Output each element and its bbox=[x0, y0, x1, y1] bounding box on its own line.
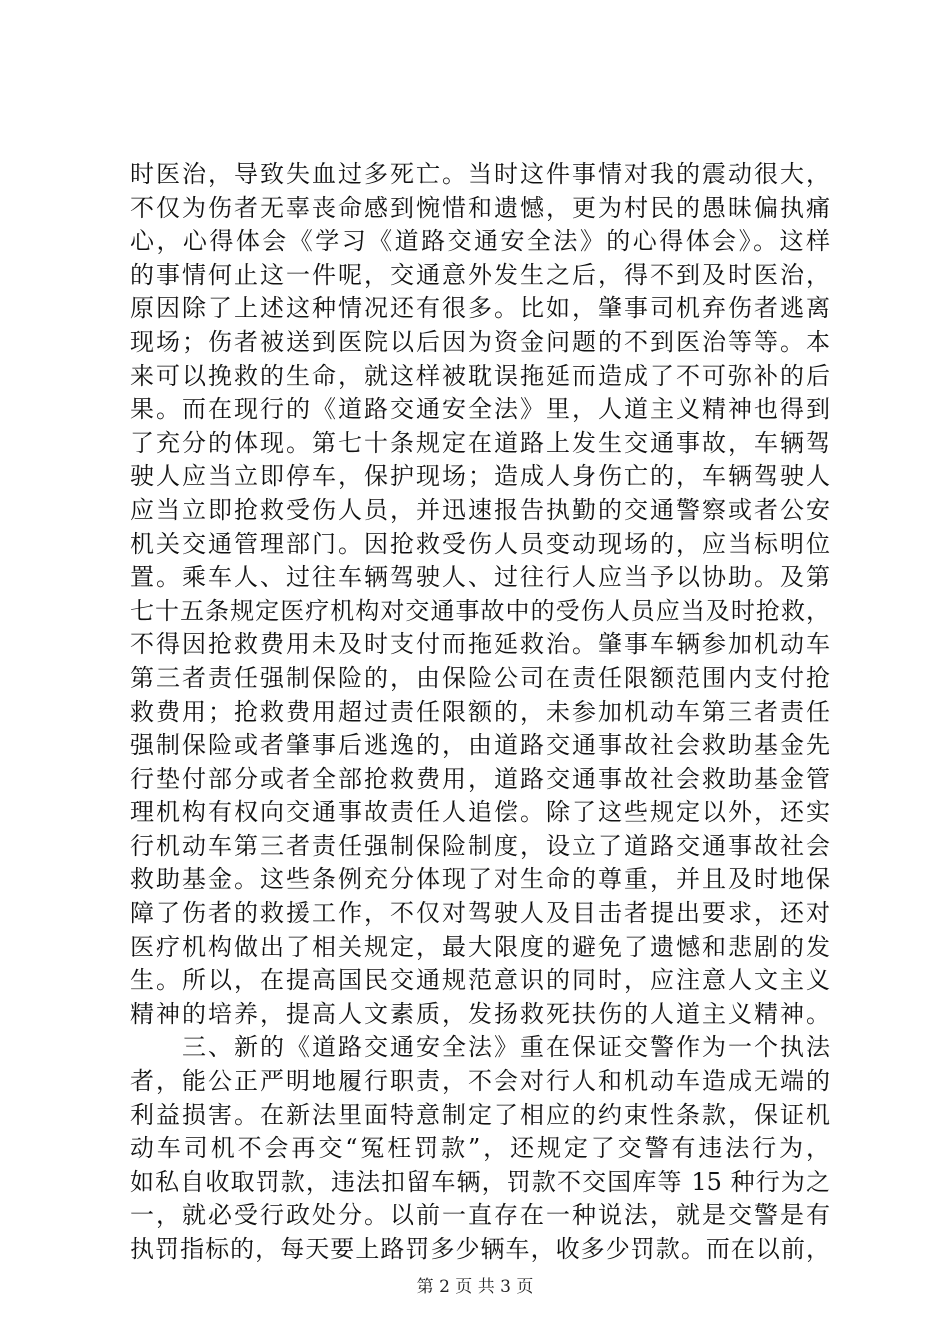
text-line: 现场；伤者被送到医院以后因为资金问题的不到医治等等。本 bbox=[130, 327, 830, 356]
text-line: 动车司机不会再交“冤枉罚款”，还规定了交警有违法行为， bbox=[130, 1134, 830, 1163]
text-line: 三、新的《道路交通安全法》重在保证交警作为一个执法 bbox=[130, 1033, 830, 1062]
text-line: 七十五条规定医疗机构对交通事故中的受伤人员应当及时抢救， bbox=[130, 596, 830, 625]
text-line: 不仅为伤者无辜丧命感到惋惜和遗憾，更为村民的愚昧偏执痛 bbox=[130, 193, 830, 222]
page-footer: 第 2 页 共 3 页 bbox=[416, 1277, 534, 1297]
text-line: 者，能公正严明地履行职责，不会对行人和机动车造成无端的 bbox=[130, 1067, 830, 1096]
text-line: 行垫付部分或者全部抢救费用，道路交通事故社会救助基金管 bbox=[130, 764, 830, 793]
text-line: 应当立即抢救受伤人员，并迅速报告执勤的交通警察或者公安 bbox=[130, 495, 830, 524]
text-line: 精神的培养，提高人文素质，发扬救死扶伤的人道主义精神。 bbox=[130, 999, 830, 1028]
text-line: 生。所以，在提高国民交通规范意识的同时，应注意人文主义 bbox=[130, 966, 830, 995]
text-line: 驶人应当立即停车，保护现场；造成人身伤亡的，车辆驾驶人 bbox=[130, 462, 830, 491]
text-line: 理机构有权向交通事故责任人追偿。除了这些规定以外，还实 bbox=[130, 798, 830, 827]
text-line: 时医治，导致失血过多死亡。当时这件事情对我的震动很大， bbox=[130, 160, 830, 188]
text-line: 机关交通管理部门。因抢救受伤人员变动现场的，应当标明位 bbox=[130, 529, 830, 558]
text-line: 第三者责任强制保险的，由保险公司在责任限额范围内支付抢 bbox=[130, 663, 830, 692]
text-line: 救费用；抢救费用超过责任限额的，未参加机动车第三者责任 bbox=[130, 697, 830, 726]
text-line: 置。乘车人、过往车辆驾驶人、过往行人应当予以协助。及第 bbox=[130, 563, 830, 592]
body-text bbox=[130, 158, 830, 1267]
text-line: 原因除了上述这种情况还有很多。比如，肇事司机弃伤者逃离 bbox=[130, 294, 830, 323]
text-line: 果。而在现行的《道路交通安全法》里，人道主义精神也得到 bbox=[130, 395, 830, 424]
text-line: 如私自收取罚款，违法扣留车辆，罚款不交国库等 15 种行为之 bbox=[130, 1167, 830, 1196]
text-line: 的事情何止这一件呢，交通意外发生之后，得不到及时医治， bbox=[130, 260, 830, 289]
text-line: 一，就必受行政处分。以前一直存在一种说法，就是交警是有 bbox=[130, 1201, 830, 1230]
text-line: 医疗机构做出了相关规定，最大限度的避免了遗憾和悲剧的发 bbox=[130, 932, 830, 961]
text-line: 不得因抢救费用未及时支付而拖延救治。肇事车辆参加机动车 bbox=[130, 630, 830, 659]
text-line: 心，心得体会《学习《道路交通安全法》的心得体会》。这样 bbox=[130, 227, 830, 256]
text-line: 救助基金。这些条例充分体现了对生命的尊重，并且及时地保 bbox=[130, 865, 830, 894]
text-line: 利益损害。在新法里面特意制定了相应的约束性条款，保证机 bbox=[130, 1100, 830, 1129]
text-line: 了充分的体现。第七十条规定在道路上发生交通事故，车辆驾 bbox=[130, 428, 830, 457]
text-line: 障了伤者的救援工作，不仅对驾驶人及目击者提出要求，还对 bbox=[130, 899, 830, 928]
text-line: 来可以挽救的生命，就这样被耽误拖延而造成了不可弥补的后 bbox=[130, 361, 830, 390]
text-line: 强制保险或者肇事后逃逸的，由道路交通事故社会救助基金先 bbox=[130, 731, 830, 760]
text-line: 执罚指标的，每天要上路罚多少辆车，收多少罚款。而在以前， bbox=[130, 1235, 830, 1263]
text-line: 行机动车第三者责任强制保险制度，设立了道路交通事故社会 bbox=[130, 831, 830, 860]
